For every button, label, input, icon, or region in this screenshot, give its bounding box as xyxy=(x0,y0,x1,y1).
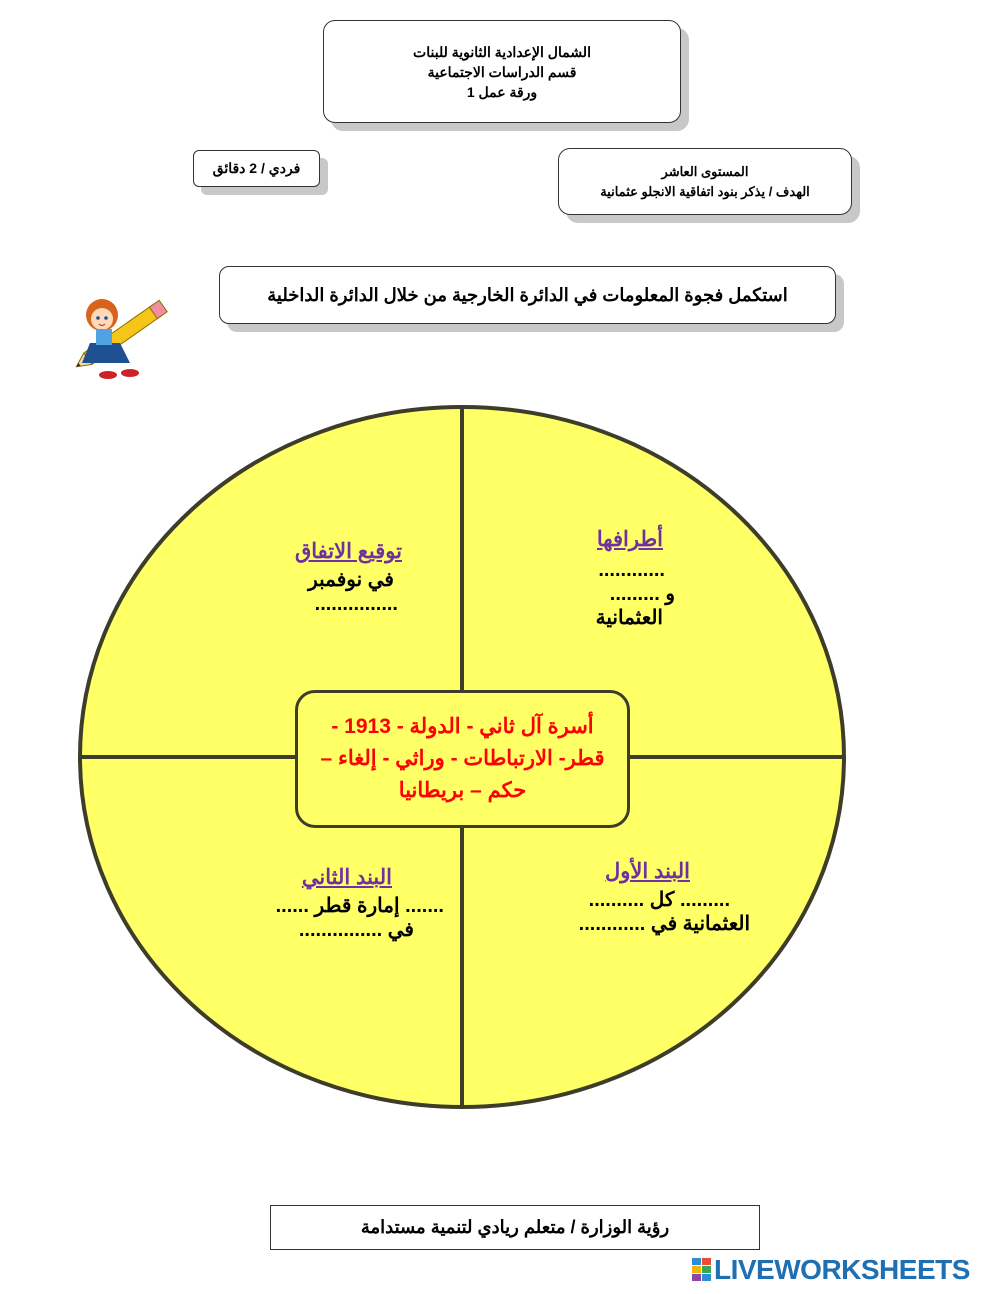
grade-level: المستوى العاشر xyxy=(661,163,749,179)
quadrant-title: أطرافها xyxy=(596,528,663,551)
quadrant-line: ............... xyxy=(314,593,398,615)
word-bank-text: أسرة آل ثاني - الدولة - 1913 - قطر- الارتباطات - وراثي - إلغاء – حكم – بريطانيا xyxy=(320,715,605,802)
instruction-box xyxy=(219,266,836,324)
quadrant-title: البند الأول xyxy=(605,860,690,883)
instruction-text: استكمل فجوة المعلومات في الدائرة الخارجية من خلال الدائرة الداخلية xyxy=(267,284,788,305)
quadrant-line: في ............... xyxy=(298,919,414,941)
quadrant-line: العثمانية في ............ xyxy=(578,913,750,935)
level-box xyxy=(558,148,852,215)
quadrant-title: توقيع الاتفاق xyxy=(294,540,402,563)
quadrant-line: ......... كل .......... xyxy=(588,889,730,911)
school-name: الشمال الإعدادية الثانوية للبنات xyxy=(413,43,591,60)
department-name: قسم الدراسات الاجتماعية xyxy=(427,63,577,80)
quadrant-title: البند الثاني xyxy=(301,866,392,889)
quadrant-line: ............ xyxy=(598,559,665,581)
ministry-vision: رؤية الوزارة / متعلم ريادي لتنمية مستدامة xyxy=(360,1217,670,1237)
quadrant-line: و ......... xyxy=(609,583,675,605)
girl-with-pencil-icon xyxy=(60,285,180,385)
footer-box xyxy=(270,1205,760,1250)
lesson-objective: الهدف / يذكر بنود اتفاقية الانجلو عثمانية xyxy=(600,183,810,199)
quadrant-top-left xyxy=(295,540,402,616)
quadrant-top-right xyxy=(595,528,675,630)
mode-label: فردي / 2 دقائق xyxy=(212,160,301,176)
mode-box xyxy=(193,150,320,187)
logo-text: LIVEWORKSHEETS xyxy=(714,1254,970,1285)
header-box xyxy=(323,20,681,123)
worksheet-number: ورقة عمل 1 xyxy=(466,83,538,100)
quadrant-line: العثمانية xyxy=(595,607,663,629)
quadrant-line: في نوفمبر xyxy=(308,569,394,591)
quadrant-bottom-left xyxy=(276,866,444,942)
quadrant-line: ....... إمارة قطر ...... xyxy=(275,895,444,917)
word-bank-box xyxy=(295,690,630,828)
logo-blocks-icon xyxy=(692,1258,712,1282)
quadrant-bottom-right xyxy=(579,860,750,936)
liveworksheets-logo[interactable] xyxy=(692,1254,970,1286)
